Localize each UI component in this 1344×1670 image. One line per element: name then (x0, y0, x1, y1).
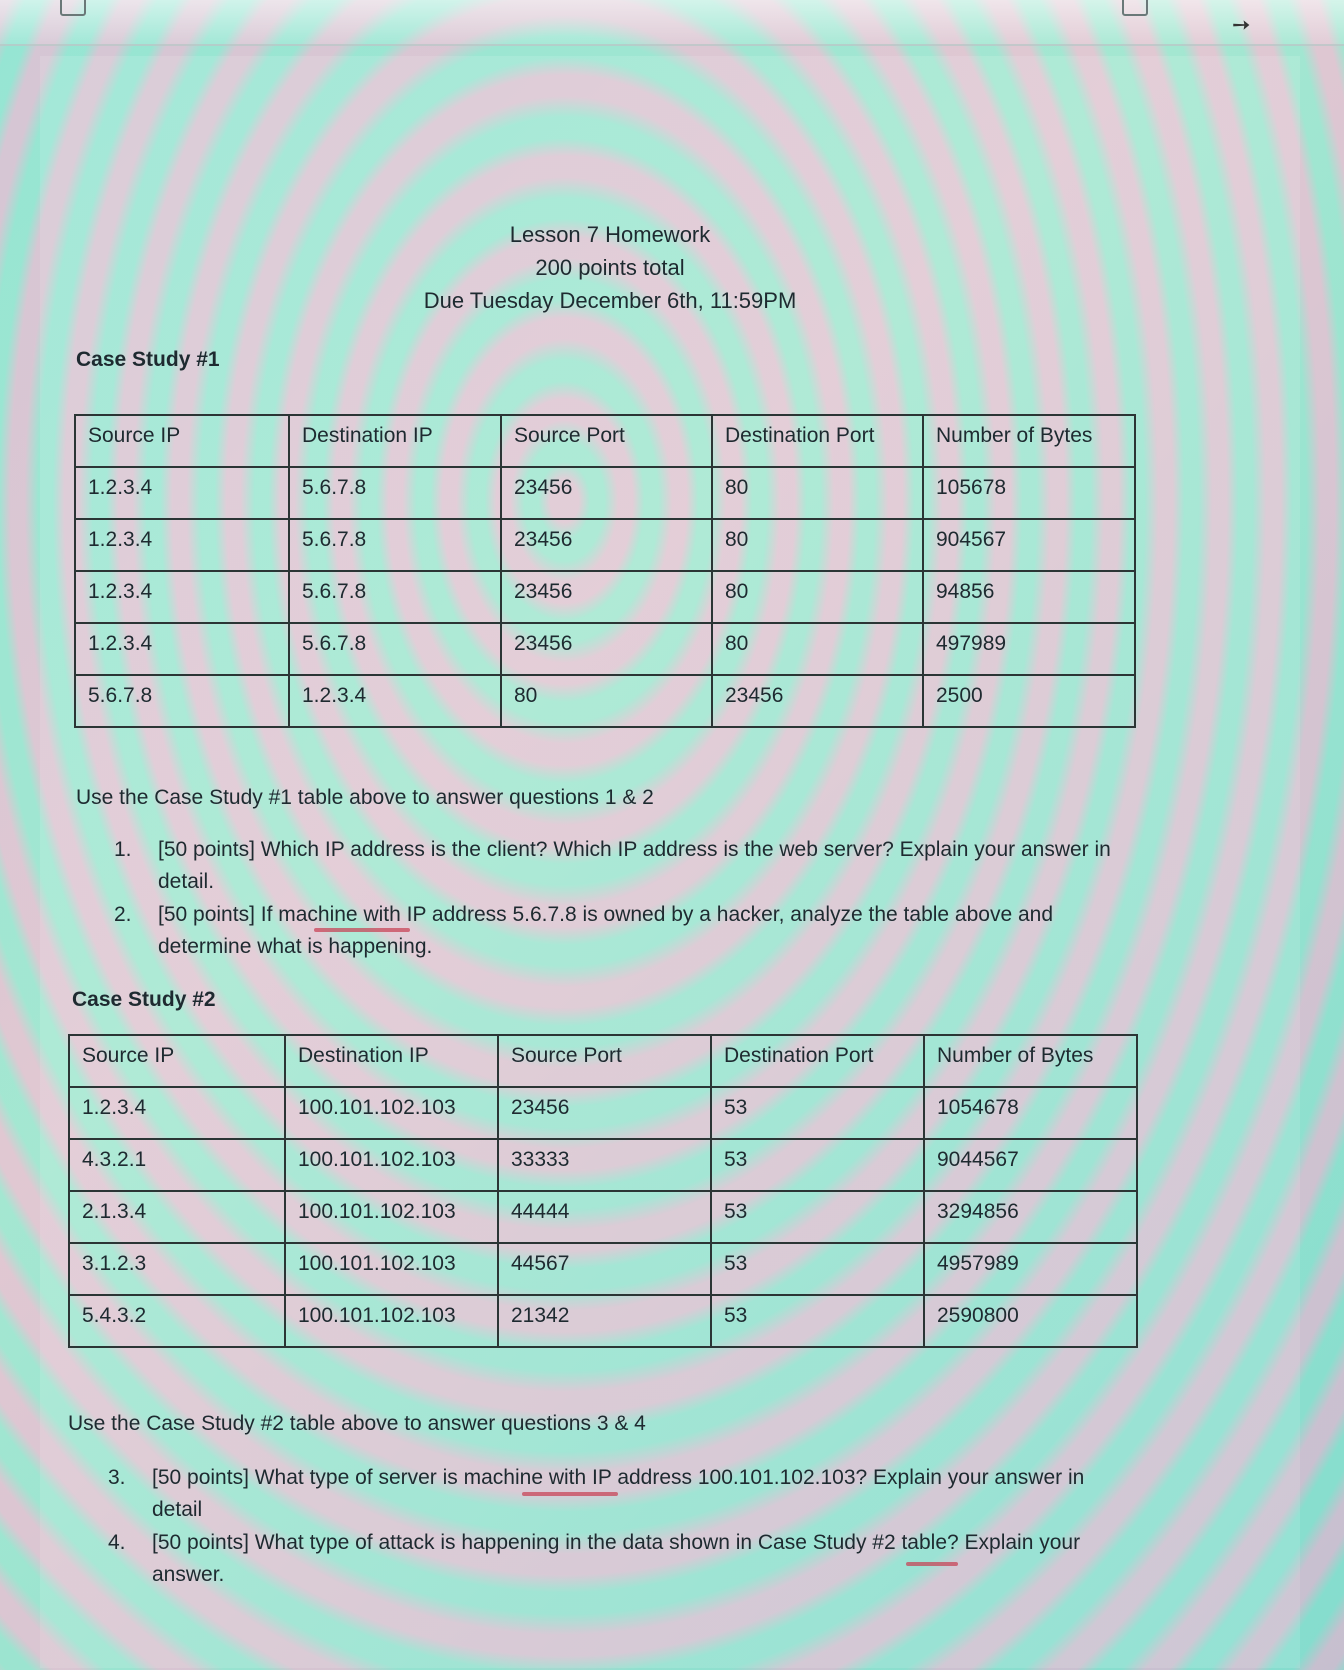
spellcheck-underline (906, 1562, 958, 1566)
case-study-1-instruction: Use the Case Study #1 table above to answer questions 1 & 2 (76, 786, 654, 809)
case-study-1-table (74, 414, 1136, 728)
table-cell: 44444 (498, 1191, 711, 1243)
cursor-icon: ➙ (1232, 12, 1251, 37)
question-text: [50 points] What type of attack is happening in the data shown in Case Study #2 table? Explain your answer. (152, 1531, 1081, 1586)
window-corner-icon (60, 0, 86, 16)
window-corner-icon (1122, 0, 1148, 16)
table-cell: 904567 (923, 519, 1135, 571)
column-header: Destination IP (289, 415, 501, 467)
spellcheck-underline (314, 928, 410, 932)
table-cell: 2590800 (924, 1295, 1137, 1347)
table-cell: 23456 (501, 571, 712, 623)
table-cell: 1.2.3.4 (69, 1087, 285, 1139)
table-cell: 3294856 (924, 1191, 1137, 1243)
table-cell: 23456 (498, 1087, 711, 1139)
table-row (69, 1295, 1137, 1347)
column-header: Source IP (69, 1035, 285, 1087)
column-header: Destination Port (711, 1035, 924, 1087)
question-item (108, 1462, 1138, 1526)
table-row (69, 1139, 1137, 1191)
column-header: Number of Bytes (924, 1035, 1137, 1087)
case-study-1-title: Case Study #1 (76, 348, 220, 371)
table-cell: 2.1.3.4 (69, 1191, 285, 1243)
column-header: Source Port (501, 415, 712, 467)
table-cell: 53 (711, 1243, 924, 1295)
table-cell: 9044567 (924, 1139, 1137, 1191)
table-cell: 1.2.3.4 (75, 467, 289, 519)
table-header-row (69, 1035, 1137, 1087)
due-date: Due Tuesday December 6th, 11:59PM (423, 288, 797, 313)
table-row (69, 1243, 1137, 1295)
table-cell: 1.2.3.4 (289, 675, 501, 727)
table-cell: 23456 (712, 675, 923, 727)
table-cell: 5.6.7.8 (289, 623, 501, 675)
table-cell: 53 (711, 1087, 924, 1139)
table-cell: 80 (712, 519, 923, 571)
table-row (75, 571, 1135, 623)
table-row (75, 675, 1135, 727)
table-cell: 5.6.7.8 (289, 519, 501, 571)
table-cell: 21342 (498, 1295, 711, 1347)
question-number: 3. (108, 1466, 126, 1489)
table-cell: 1.2.3.4 (75, 623, 289, 675)
table-row (69, 1087, 1137, 1139)
table-header-row (75, 415, 1135, 467)
table-cell: 80 (712, 623, 923, 675)
table-row (69, 1191, 1137, 1243)
table-cell: 5.4.3.2 (69, 1295, 285, 1347)
table-cell: 100.101.102.103 (285, 1087, 498, 1139)
case-study-2-table (68, 1034, 1138, 1348)
question-text: [50 points] If machine with IP address 5.6.7.8 is owned by a hacker, analyze the table above and determine what is happening. (158, 903, 1054, 958)
case-study-1-questions (114, 834, 1134, 964)
question-text: [50 points] Which IP address is the client? Which IP address is the web server? Explain your answer in detail. (158, 838, 1111, 893)
question-number: 2. (114, 903, 132, 926)
column-header: Source IP (75, 415, 289, 467)
case-study-2-questions (108, 1462, 1138, 1592)
column-header: Source Port (498, 1035, 711, 1087)
question-number: 1. (114, 838, 132, 861)
table-cell: 53 (711, 1139, 924, 1191)
table-cell: 100.101.102.103 (285, 1139, 498, 1191)
table-cell: 2500 (923, 675, 1135, 727)
table-cell: 4957989 (924, 1243, 1137, 1295)
table-cell: 3.1.2.3 (69, 1243, 285, 1295)
table-cell: 1054678 (924, 1087, 1137, 1139)
table-cell: 53 (711, 1295, 924, 1347)
case-study-2-instruction: Use the Case Study #2 table above to answer questions 3 & 4 (68, 1412, 646, 1435)
question-number: 4. (108, 1531, 126, 1554)
question-item (108, 1527, 1138, 1591)
table-row (75, 467, 1135, 519)
table-row (75, 519, 1135, 571)
question-item (114, 899, 1134, 963)
spellcheck-underline (522, 1492, 618, 1496)
table-cell: 94856 (923, 571, 1135, 623)
table-cell: 33333 (498, 1139, 711, 1191)
table-cell: 5.6.7.8 (289, 467, 501, 519)
table-cell: 100.101.102.103 (285, 1243, 498, 1295)
column-header: Destination Port (712, 415, 923, 467)
table-row (75, 623, 1135, 675)
table-cell: 5.6.7.8 (75, 675, 289, 727)
table-cell: 1.2.3.4 (75, 519, 289, 571)
table-cell: 80 (712, 571, 923, 623)
table-cell: 100.101.102.103 (285, 1295, 498, 1347)
column-header: Destination IP (285, 1035, 498, 1087)
table-cell: 80 (501, 675, 712, 727)
column-header: Number of Bytes (923, 415, 1135, 467)
document-heading (380, 218, 840, 317)
homework-title: Lesson 7 Homework (509, 222, 711, 247)
table-cell: 44567 (498, 1243, 711, 1295)
points-total: 200 points total (535, 255, 685, 280)
screen-top-bar (0, 0, 1344, 46)
table-cell: 105678 (923, 467, 1135, 519)
question-item (114, 834, 1134, 898)
table-cell: 23456 (501, 623, 712, 675)
table-cell: 1.2.3.4 (75, 571, 289, 623)
table-cell: 497989 (923, 623, 1135, 675)
table-cell: 23456 (501, 519, 712, 571)
table-cell: 100.101.102.103 (285, 1191, 498, 1243)
case-study-2-title: Case Study #2 (72, 988, 216, 1011)
question-text: [50 points] What type of server is machine with IP address 100.101.102.103? Explain your answer in detail (152, 1466, 1085, 1521)
table-cell: 80 (712, 467, 923, 519)
table-cell: 5.6.7.8 (289, 571, 501, 623)
table-cell: 23456 (501, 467, 712, 519)
table-cell: 4.3.2.1 (69, 1139, 285, 1191)
table-cell: 53 (711, 1191, 924, 1243)
